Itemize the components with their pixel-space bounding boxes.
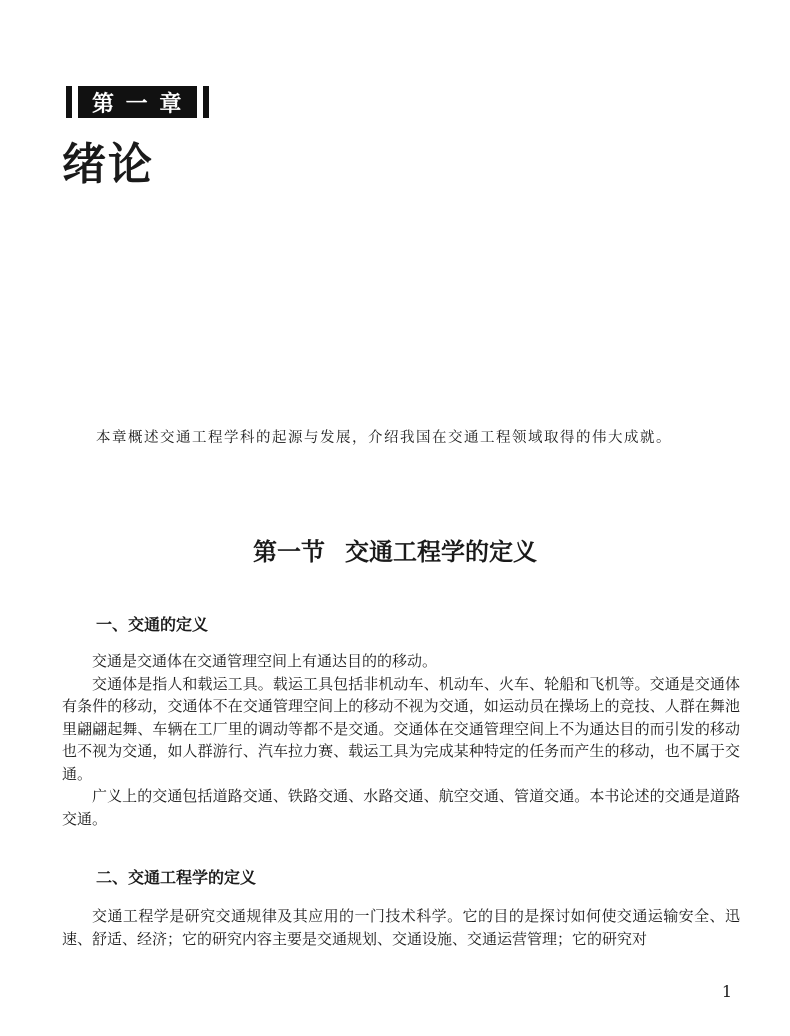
- section-number: 第一节: [253, 538, 325, 566]
- paragraph: 交通是交通体在交通管理空间上有通达目的的移动。: [92, 652, 438, 670]
- subsection-body-1: [62, 650, 740, 830]
- subsection-heading-1: 一、交通的定义: [96, 615, 209, 634]
- section-title: [0, 532, 790, 567]
- section-title-text: 交通工程学的定义: [345, 538, 537, 566]
- page-number: 1: [721, 982, 732, 1001]
- badge-left-bar: [66, 86, 72, 118]
- chapter-title: 绪论: [62, 139, 154, 190]
- subsection-heading-2: 二、交通工程学的定义: [96, 868, 257, 887]
- paragraph: 交通工程学是研究交通规律及其应用的一门技术科学。它的目的是探讨如何使交通运输安全、迅速、舒适、经济；它的研究内容主要是交通规划、交通设施、交通运营管理；它的研究对: [62, 907, 740, 948]
- chapter-badge: [66, 86, 209, 118]
- paragraph: 广义上的交通包括道路交通、铁路交通、水路交通、航空交通、管道交通。本书论述的交通是道路交通。: [62, 787, 740, 828]
- chapter-number-label: 第 一 章: [78, 86, 197, 118]
- chapter-intro: 本章概述交通工程学科的起源与发展，介绍我国在交通工程领域取得的伟大成就。: [96, 430, 672, 446]
- subsection-body-2: [62, 905, 740, 950]
- badge-right-bar: [203, 86, 209, 118]
- paragraph: 交通体是指人和载运工具。载运工具包括非机动车、机动车、火车、轮船和飞机等。交通是交通体有条件的移动，交通体不在交通管理空间上的移动不视为交通，如运动员在操场上的竞技、人群在舞池里翩翩起舞、车辆在工厂里的调动等都不是交通。交通体在交通管理空间上不为通达目的而引发的移动也不视为交通，如人群游行、汽车拉力赛、载运工具为完成某种特定的任务而产生的移动，也不属于交通。: [62, 674, 740, 783]
